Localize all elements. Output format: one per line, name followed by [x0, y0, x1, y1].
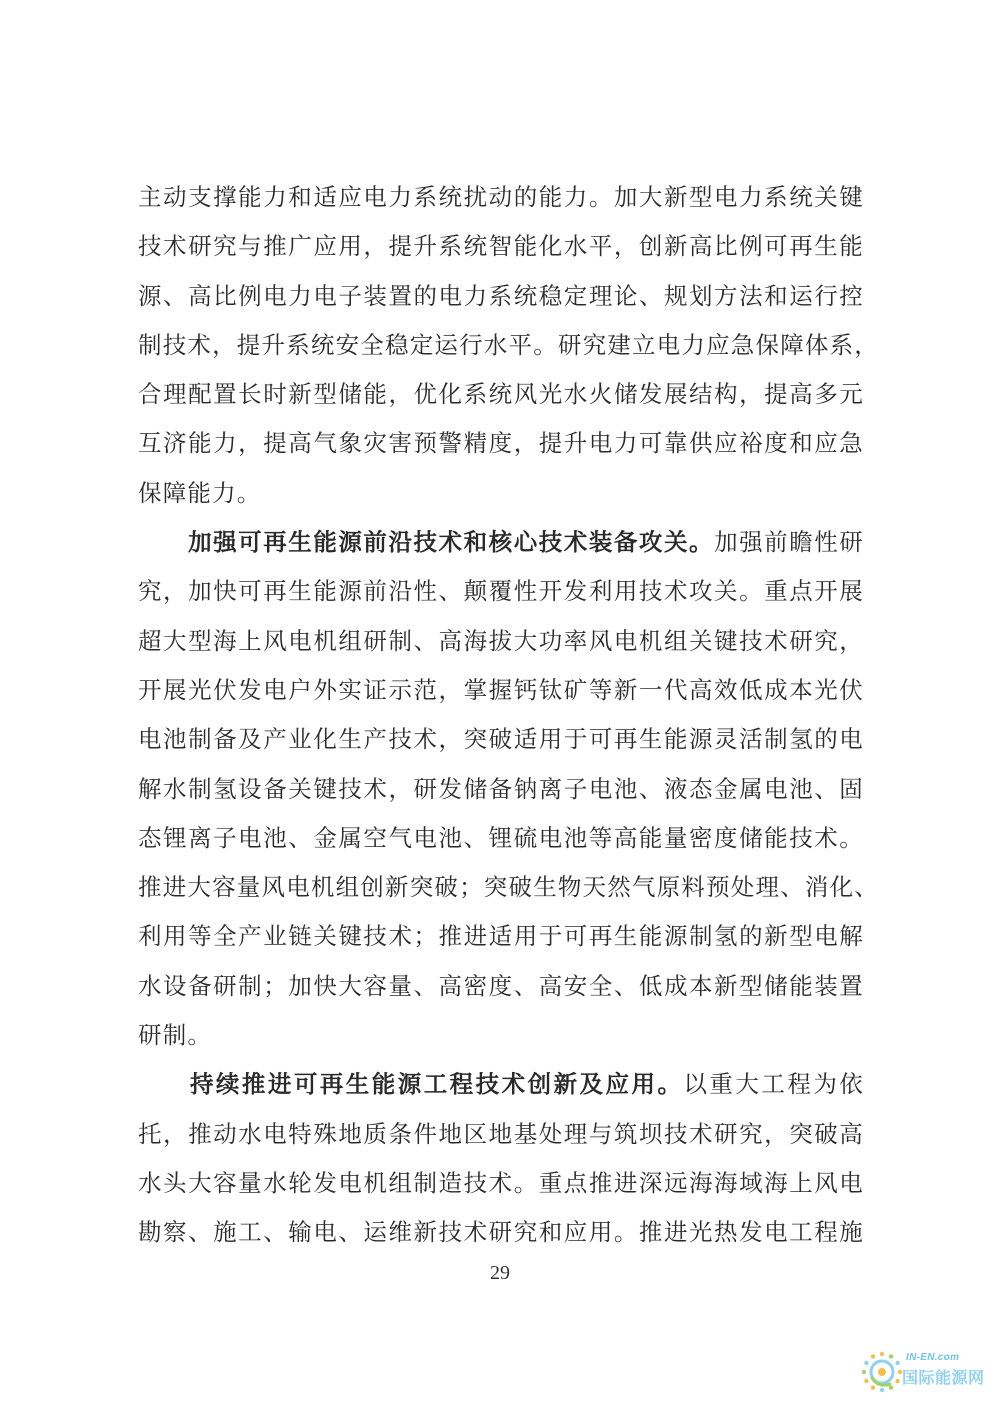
- paragraph-heading-line: 加强可再生能源前沿技术和核心技术装备攻关。加强前瞻性研: [188, 528, 864, 557]
- watermark-domain: IN-EN.com: [906, 1352, 960, 1363]
- watermark-name: 国际能源网: [902, 1368, 985, 1387]
- text-line: 托，推动水电特殊地质条件地区地基处理与筑坝技术研究，突破高: [138, 1119, 864, 1148]
- watermark-ray-dot: [864, 1361, 868, 1365]
- text-line: 究，加快可再生能源前沿性、颠覆性开发利用技术攻关。重点开展: [138, 577, 864, 606]
- body-text: [138, 173, 879, 1258]
- text-line: 超大型海上风电机组研制、高海拔大功率风电机组关键技术研究，: [138, 626, 864, 655]
- watermark-ray-dot: [895, 1361, 899, 1365]
- text-line: 水设备研制；加快大容量、高密度、高安全、低成本新型储能装置: [138, 971, 864, 1000]
- text-line: 保障能力。: [138, 478, 262, 507]
- watermark-ray-dot: [895, 1379, 899, 1383]
- watermark-logo: [858, 1338, 998, 1404]
- text-line: 合理配置长时新型储能，优化系统风光水火储发展结构，提高多元: [138, 380, 864, 409]
- paragraph-heading: 加强可再生能源前沿技术和核心技术装备攻关。: [188, 528, 715, 557]
- watermark-ray-dot: [889, 1385, 893, 1389]
- watermark-ray-dot: [889, 1354, 893, 1358]
- text-line: 勘察、施工、输电、运维新技术研究和应用。推进光热发电工程施: [138, 1218, 864, 1247]
- text-line: 电池制备及产业化生产技术，突破适用于可再生能源灵活制氢的电: [138, 725, 864, 754]
- watermark-ray-dot: [864, 1379, 868, 1383]
- text-line: 源、高比例电力电子装置的电力系统稳定理论、规划方法和运行控: [138, 281, 864, 310]
- text-line: 利用等全产业链关键技术；推进适用于可再生能源制氢的新型电解: [138, 922, 864, 951]
- text-line: 推进大容量风电机组创新突破；突破生物天然气原料预处理、消化、: [138, 873, 879, 902]
- paragraph-heading-line: 持续推进可再生能源工程技术创新及应用。以重大工程为依: [189, 1070, 864, 1099]
- text-line: 解水制氢设备关键技术，研发储备钠离子电池、液态金属电池、固: [138, 774, 864, 803]
- watermark-sun-icon: [858, 1342, 908, 1402]
- page-number: 29: [490, 1262, 510, 1284]
- watermark-ray-dot: [871, 1354, 875, 1358]
- text-line: 水头大容量水轮发电机组制造技术。重点推进深远海海域海上风电: [138, 1168, 864, 1197]
- text-line: 态锂离子电池、金属空气电池、锂硫电池等高能量密度储能技术。: [138, 823, 864, 852]
- watermark-ray-dot: [880, 1352, 884, 1356]
- watermark-ray-dot: [862, 1370, 866, 1374]
- text-line: 开展光伏发电户外实证示范，掌握钙钛矿等新一代高效低成本光伏: [138, 675, 864, 704]
- watermark-ray-dot: [880, 1388, 884, 1392]
- text-line: 主动支撑能力和适应电力系统扰动的能力。加大新型电力系统关键: [138, 183, 864, 211]
- text-line: 技术研究与推广应用，提升系统智能化水平，创新高比例可再生能: [138, 232, 864, 261]
- text-line: 制技术，提升系统安全稳定运行水平。研究建立电力应急保障体系，: [138, 330, 879, 359]
- watermark-ray-dot: [871, 1385, 875, 1389]
- paragraph-heading: 持续推进可再生能源工程技术创新及应用。: [189, 1070, 684, 1099]
- text-line: 研制。: [138, 1021, 213, 1050]
- text-line: 互济能力，提高气象灾害预警精度，提升电力可靠供应裕度和应急: [138, 429, 864, 458]
